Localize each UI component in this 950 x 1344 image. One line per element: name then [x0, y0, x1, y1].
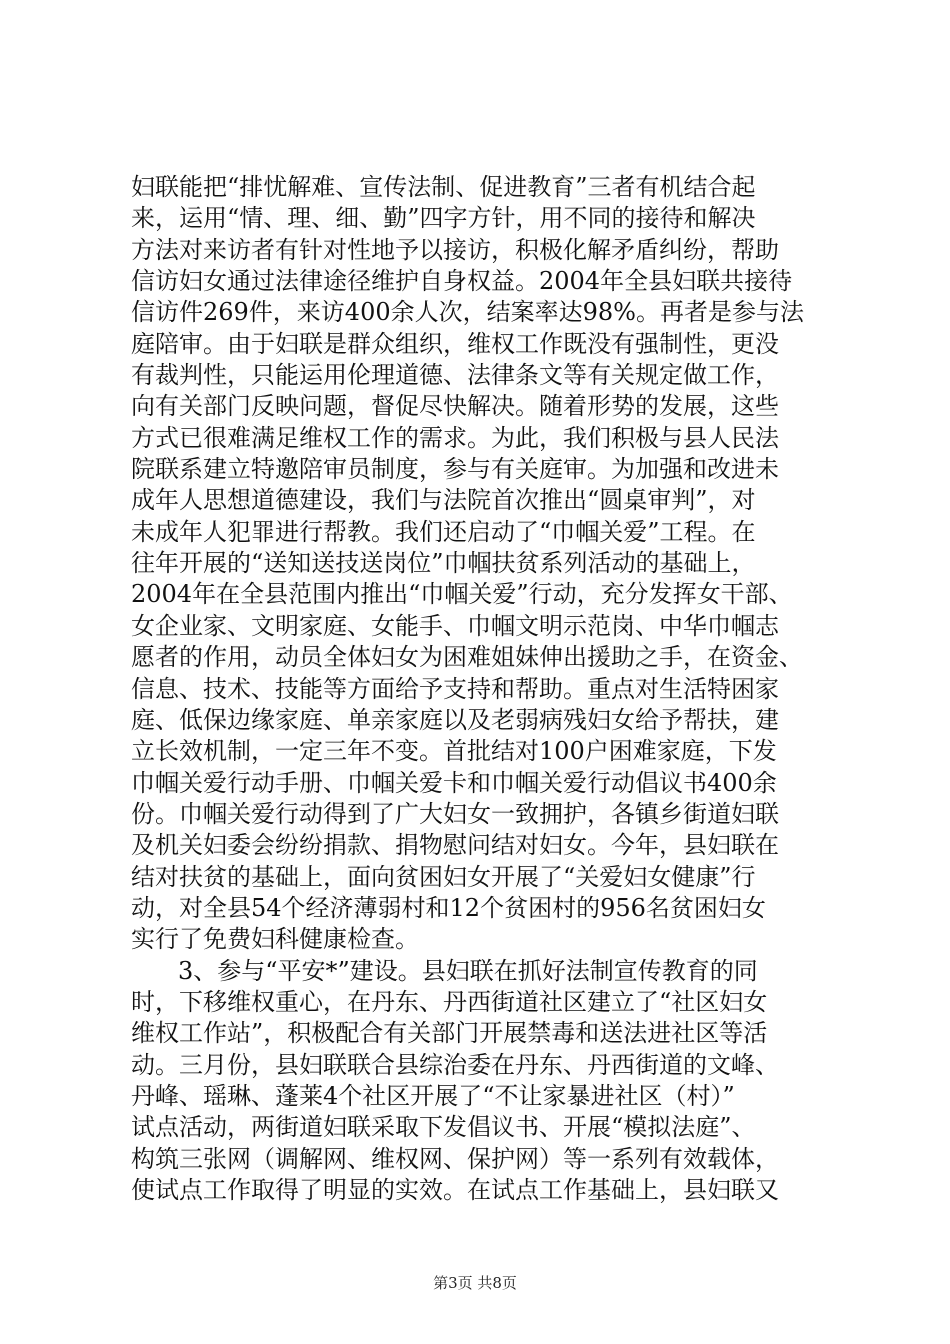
text-line: 庭陪审。由于妇联是群众组织，维权工作既没有强制性，更没 [131, 329, 779, 358]
text-line: 维权工作站”，积极配合有关部门开展禁毒和送法进社区等活 [131, 1019, 768, 1048]
text-line: 立长效机制，一定三年不变。首批结对100户困难家庭，下发 [131, 737, 777, 766]
text-line: 实行了免费妇科健康检查。 [131, 925, 419, 954]
text-line: 时，下移维权重心，在丹东、丹西街道社区建立了“社区妇女 [131, 987, 768, 1016]
text-line: 2004年在全县范围内推出“巾帼关爱”行动，充分发挥女干部、 [131, 580, 793, 609]
text-line: 份。巾帼关爱行动得到了广大妇女一致拥护，各镇乡街道妇联 [131, 799, 779, 828]
text-line: 巾帼关爱行动手册、巾帼关爱卡和巾帼关爱行动倡议书400余 [131, 768, 777, 797]
text-line: 及机关妇委会纷纷捐款、捐物慰问结对妇女。今年，县妇联在 [131, 831, 779, 860]
text-line: 成年人思想道德建设，我们与法院首次推出“圆桌审判”，对 [131, 486, 756, 515]
text-line: 方式已很难满足维权工作的需求。为此，我们积极与县人民法 [131, 423, 779, 452]
text-line: 女企业家、文明家庭、女能手、巾帼文明示范岗、中华巾帼志 [131, 611, 779, 640]
text-line: 来，运用“情、理、细、勤”四字方针，用不同的接待和解决 [131, 204, 756, 233]
text-line: 信访件269件，来访400余人次，结案率达98%。再者是参与法 [131, 298, 804, 327]
text-line: 愿者的作用，动员全体妇女为困难姐妹伸出援助之手，在资金、 [131, 643, 803, 672]
page-footer [0, 1272, 950, 1293]
text-line: 方法对来访者有针对性地予以接访，积极化解矛盾纠纷，帮助 [131, 235, 779, 264]
text-line: 往年开展的“送知送技送岗位”巾帼扶贫系列活动的基础上， [131, 549, 756, 578]
text-line: 丹峰、瑶琳、蓬莱4个社区开展了“不让家暴进社区（村）” [131, 1081, 735, 1110]
text-line: 信息、技术、技能等方面给予支持和帮助。重点对生活特困家 [131, 674, 779, 703]
text-line: 构筑三张网（调解网、维权网、保护网）等一系列有效载体， [131, 1144, 779, 1173]
text-line: 信访妇女通过法律途径维护自身权益。2004年全县妇联共接待 [131, 267, 793, 296]
text-line: 有裁判性，只能运用伦理道德、法律条文等有关规定做工作， [131, 361, 779, 390]
text-line: 未成年人犯罪进行帮教。我们还启动了“巾帼关爱”工程。在 [131, 517, 756, 546]
text-line: 院联系建立特邀陪审员制度，参与有关庭审。为加强和改进未 [131, 455, 779, 484]
text-line: 庭、低保边缘家庭、单亲家庭以及老弱病残妇女给予帮扶，建 [131, 705, 779, 734]
page-number: 第3页 共8页 [433, 1274, 517, 1292]
text-line: 动，对全县54个经济薄弱村和12个贫困村的956名贫困妇女 [131, 893, 766, 922]
text-line: 试点活动，两街道妇联采取下发倡议书、开展“模拟法庭”、 [131, 1113, 756, 1142]
body-text [131, 172, 831, 1206]
text-line: 妇联能把“排忧解难、宣传法制、促进教育”三者有机结合起 [131, 173, 756, 201]
text-line: 向有关部门反映问题，督促尽快解决。随着形势的发展，这些 [131, 392, 779, 421]
text-line: 使试点工作取得了明显的实效。在试点工作基础上，县妇联又 [131, 1176, 779, 1204]
text-line: 结对扶贫的基础上，面向贫困妇女开展了“关爱妇女健康”行 [131, 862, 756, 891]
paragraph-start-line: 3、参与“平安*”建设。县妇联在抓好法制宣传教育的同 [178, 956, 758, 985]
text-line: 动。三月份，县妇联联合县综治委在丹东、丹西街道的文峰、 [131, 1050, 779, 1079]
